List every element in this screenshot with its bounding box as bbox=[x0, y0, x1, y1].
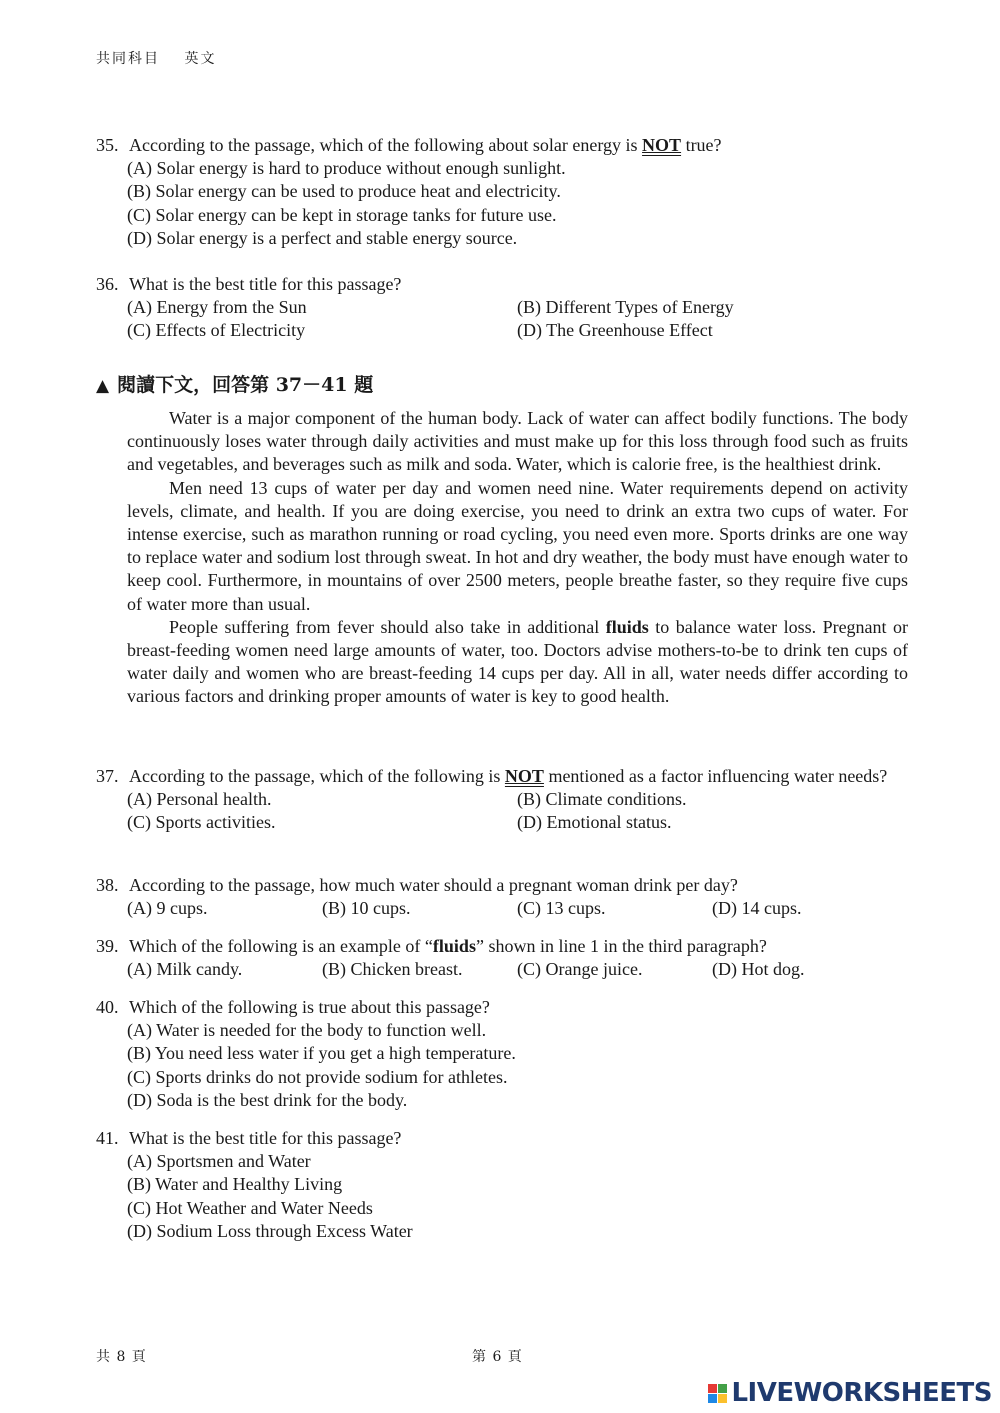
option-a[interactable]: (A) Energy from the Sun bbox=[127, 297, 307, 318]
option-c[interactable]: (C) 13 cups. bbox=[517, 898, 606, 919]
question-number: 39. bbox=[96, 936, 119, 956]
stem-text: According to the passage, how much water should a pregnant woman drink per day? bbox=[129, 875, 738, 895]
question-stem bbox=[96, 874, 908, 897]
passage-paragraph-1: Water is a major component of the human body. Lack of water can affect bodily functions. The body continuously loses water through daily activities and must make up for this loss through food such as fruits and vegetables, and beverages such as milk and soda. Water, which is calorie free, is the healthiest drink. bbox=[127, 408, 908, 475]
question-number: 35. bbox=[96, 135, 119, 155]
option-b[interactable]: (B) Water and Healthy Living bbox=[127, 1174, 343, 1195]
stem-text: What is the best title for this passage? bbox=[129, 1128, 402, 1148]
option-a[interactable]: (A) Milk candy. bbox=[127, 959, 243, 980]
question-stem bbox=[96, 765, 908, 788]
bold-keyword: fluids bbox=[605, 616, 649, 637]
option-d[interactable]: (D) Sodium Loss through Excess Water bbox=[127, 1220, 413, 1241]
section-title: 閱讀下文，回答第 37－41 題 bbox=[117, 374, 374, 396]
option-b[interactable]: (B) Chicken breast. bbox=[322, 959, 463, 980]
option-c[interactable]: (C) Sports activities. bbox=[127, 812, 276, 833]
stem-text: According to the passage, which of the following is bbox=[129, 766, 505, 786]
stem-text: What is the best title for this passage? bbox=[129, 274, 402, 294]
logo-square bbox=[708, 1394, 717, 1403]
option-c[interactable]: (C) Hot Weather and Water Needs bbox=[127, 1197, 373, 1218]
option-b[interactable]: (B) You need less water if you get a high temperature. bbox=[127, 1043, 516, 1064]
option-b[interactable]: (B) 10 cups. bbox=[322, 898, 411, 919]
option-d[interactable]: (D) Hot dog. bbox=[712, 959, 805, 980]
footer-total-pages: 共 8 頁 bbox=[96, 1349, 147, 1365]
options-list bbox=[127, 958, 908, 981]
option-a[interactable]: (A) Sportsmen and Water bbox=[127, 1151, 311, 1172]
question-number: 40. bbox=[96, 997, 119, 1017]
question-number: 41. bbox=[96, 1128, 119, 1148]
question-39 bbox=[96, 935, 908, 981]
reading-passage bbox=[127, 407, 908, 709]
options-list bbox=[127, 1019, 908, 1112]
passage-paragraph-2: Men need 13 cups of water per day and women need nine. Water requirements depend on activity levels, climate, and health. If you are doing exercise, you need to drink an extra two cups of water. For intense exercise, such as marathon running or road cycling, you need even more. Sports drinks are one way to replace water and sodium lost through sweat. In hot and dry weather, the body must have enough water to keep cool. Furthermore, in mountains of over 2500 meters, people breathe faster, so they require five cups of water more than usual. bbox=[127, 477, 908, 614]
stem-text: Which of the following is true about this passage? bbox=[129, 997, 490, 1017]
option-b[interactable]: (B) Different Types of Energy bbox=[517, 297, 734, 318]
passage-paragraph-3 bbox=[127, 616, 908, 709]
question-35 bbox=[96, 134, 908, 250]
question-stem bbox=[96, 996, 908, 1019]
not-emphasis: NOT bbox=[642, 135, 682, 155]
option-b[interactable]: (B) Climate conditions. bbox=[517, 789, 687, 810]
logo-text: LIVEWORKSHEETS bbox=[731, 1378, 992, 1408]
question-36 bbox=[96, 273, 908, 343]
question-stem bbox=[96, 134, 908, 157]
logo-mark-icon bbox=[708, 1384, 727, 1403]
section-heading bbox=[96, 370, 373, 397]
option-c[interactable]: (C) Orange juice. bbox=[517, 959, 643, 980]
paragraph-text: People suffering from fever should also take in additional bbox=[169, 616, 606, 637]
options-list bbox=[127, 1150, 908, 1243]
question-37 bbox=[96, 765, 908, 835]
option-d[interactable]: (D) Solar energy is a perfect and stable energy source. bbox=[127, 227, 518, 248]
options-list bbox=[127, 897, 908, 920]
stem-text: According to the passage, which of the following about solar energy is bbox=[129, 135, 643, 155]
options-list bbox=[127, 788, 908, 834]
question-stem bbox=[96, 935, 908, 958]
option-d[interactable]: (D) The Greenhouse Effect bbox=[517, 320, 713, 341]
stem-text: Which of the following is an example of “ bbox=[129, 936, 433, 956]
header-subject: 共同科目 bbox=[96, 51, 160, 67]
option-d[interactable]: (D) Soda is the best drink for the body. bbox=[127, 1089, 408, 1110]
question-41 bbox=[96, 1127, 908, 1243]
liveworksheets-logo[interactable] bbox=[708, 1378, 992, 1408]
question-40 bbox=[96, 996, 908, 1112]
options-list bbox=[127, 157, 908, 250]
stem-text: ” shown in line 1 in the third paragraph? bbox=[475, 936, 767, 956]
options-list bbox=[127, 296, 908, 342]
page-header bbox=[96, 48, 234, 68]
option-a[interactable]: (A) Solar energy is hard to produce without enough sunlight. bbox=[127, 158, 566, 179]
option-c[interactable]: (C) Effects of Electricity bbox=[127, 320, 306, 341]
stem-text: mentioned as a factor influencing water needs? bbox=[543, 766, 888, 786]
option-a[interactable]: (A) 9 cups. bbox=[127, 898, 208, 919]
question-number: 37. bbox=[96, 766, 119, 786]
question-stem bbox=[96, 1127, 908, 1150]
option-c[interactable]: (C) Sports drinks do not provide sodium for athletes. bbox=[127, 1066, 508, 1087]
logo-square bbox=[718, 1384, 727, 1393]
question-number: 36. bbox=[96, 274, 119, 294]
bold-keyword: fluids bbox=[432, 936, 476, 956]
stem-text: true? bbox=[681, 135, 722, 155]
option-a[interactable]: (A) Personal health. bbox=[127, 789, 272, 810]
option-d[interactable]: (D) Emotional status. bbox=[517, 812, 672, 833]
option-d[interactable]: (D) 14 cups. bbox=[712, 898, 802, 919]
option-c[interactable]: (C) Solar energy can be kept in storage tanks for future use. bbox=[127, 204, 557, 225]
footer-page-number: 第 6 頁 bbox=[472, 1349, 523, 1365]
header-course: 英文 bbox=[184, 51, 217, 67]
not-emphasis: NOT bbox=[504, 766, 544, 786]
option-b[interactable]: (B) Solar energy can be used to produce heat and electricity. bbox=[127, 181, 561, 202]
paragraph-text: to balance water loss. Pregnant or breast-feeding women need large amounts of water, too. Doctors advise mothers-to-be to drink ten cups of water daily and women who are breast-feeding 14 cups per day. All in all, water needs differ according to various factors and drinking proper amounts of water is key to good health. bbox=[127, 616, 909, 707]
question-stem bbox=[96, 273, 908, 296]
logo-square bbox=[718, 1394, 727, 1403]
question-38 bbox=[96, 874, 908, 920]
option-a[interactable]: (A) Water is needed for the body to function well. bbox=[127, 1020, 487, 1041]
logo-square bbox=[708, 1384, 717, 1393]
triangle-icon: ▲ bbox=[96, 376, 110, 396]
question-number: 38. bbox=[96, 875, 119, 895]
